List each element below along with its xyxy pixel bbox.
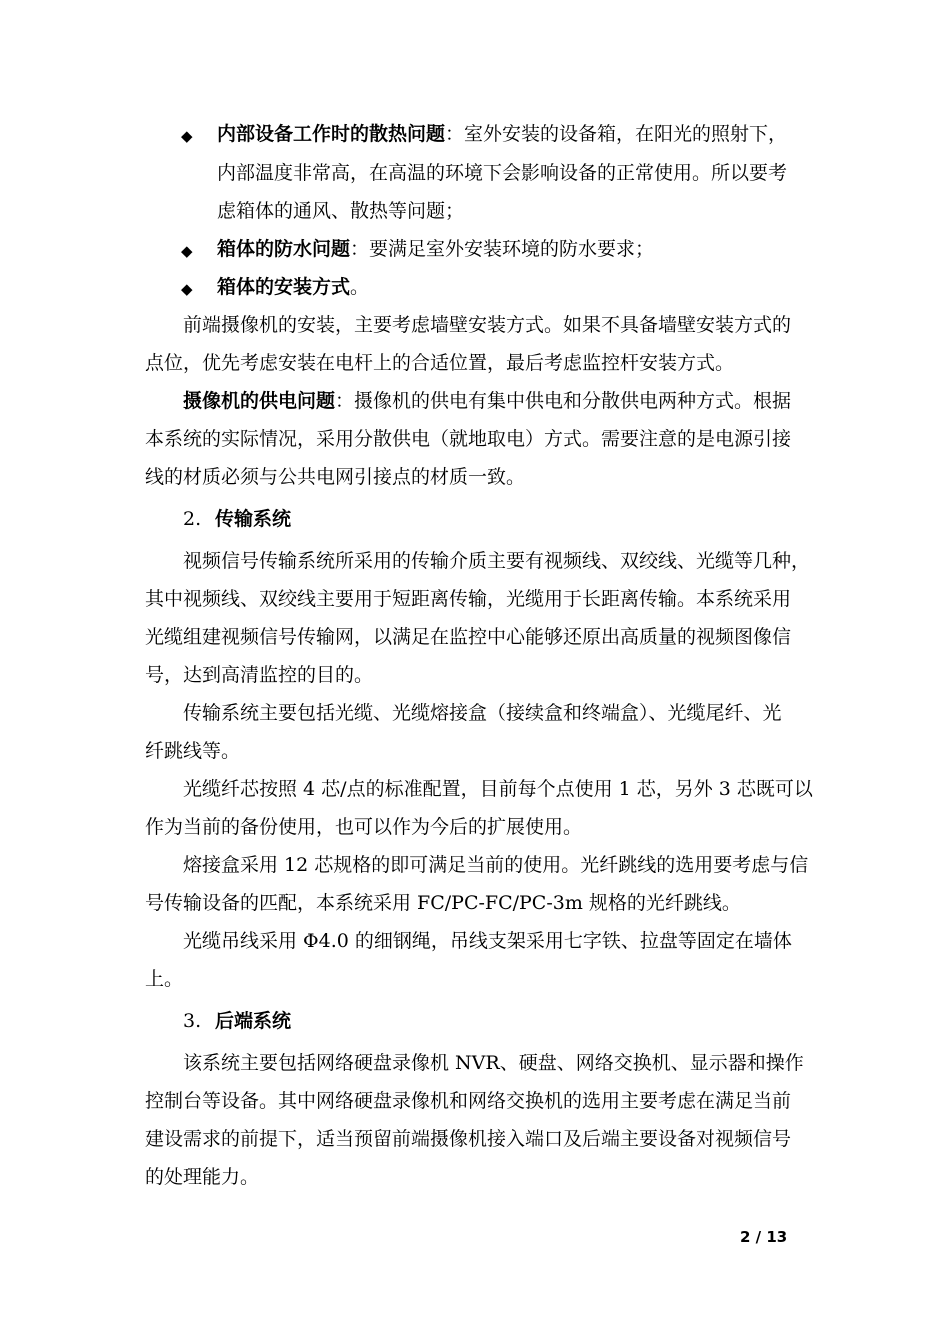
paragraph-line: 视频信号传输系统所采用的传输介质主要有视频线、双绞线、光缆等几种， <box>183 550 811 572</box>
section-3-title: 后端系统 <box>215 1010 292 1032</box>
paragraph-line: 其中视频线、双绞线主要用于短距离传输，光缆用于长距离传输。本系统采用 <box>145 588 792 610</box>
paragraph-line: 上。 <box>145 968 184 990</box>
paragraph-line: 点位，优先考虑安装在电杆上的合适位置，最后考虑监控杆安装方式。 <box>145 352 735 374</box>
paragraph-line: 本系统的实际情况，采用分散供电（就地取电）方式。需要注意的是电源引接 <box>145 428 792 450</box>
power-title: 摄像机的供电问题 <box>183 390 336 412</box>
section-2-title: 传输系统 <box>215 508 292 530</box>
bullet-1-line-3: 虑箱体的通风、散热等问题； <box>217 200 465 222</box>
section-3-heading <box>183 1002 291 1040</box>
paragraph-line: 熔接盒采用 12 芯规格的即可满足当前的使用。光纤跳线的选用要考虑与信 <box>183 854 809 876</box>
diamond-bullet-icon: ◆ <box>181 280 193 298</box>
paragraph-line <box>183 382 791 420</box>
bullet-2-line <box>217 230 654 268</box>
bullet-3-text: 。 <box>350 276 370 298</box>
bullet-3-line <box>217 268 369 306</box>
paragraph-line: 传输系统主要包括光缆、光缆熔接盒（接续盒和终端盒）、光缆尾纤、光 <box>183 702 782 724</box>
bullet-2-text: ：要满足室外安装环境的防水要求； <box>350 238 655 260</box>
paragraph-line: 的处理能力。 <box>145 1166 260 1188</box>
bullet-1-line-1 <box>217 115 787 153</box>
paragraph-line: 纤跳线等。 <box>145 740 241 762</box>
diamond-bullet-icon: ◆ <box>181 127 193 145</box>
bullet-3-title: 箱体的安装方式 <box>217 276 351 298</box>
paragraph-line: 光缆纤芯按照 4 芯/点的标准配置，目前每个点使用 1 芯，另外 3 芯既可以 <box>183 778 813 800</box>
section-3-number: 3. <box>183 1010 202 1032</box>
paragraph-line: 号传输设备的匹配，本系统采用 FC/PC-FC/PC-3m 规格的光纤跳线。 <box>145 892 741 914</box>
paragraph-line: 线的材质必须与公共电网引接点的材质一致。 <box>145 466 526 488</box>
paragraph-line: 前端摄像机的安装，主要考虑墙壁安装方式。如果不具备墙壁安装方式的 <box>183 314 792 336</box>
paragraph-line: 光缆吊线采用 Φ4.0 的细钢绳，吊线支架采用七字铁、拉盘等固定在墙体 <box>183 930 792 952</box>
section-2-heading <box>183 500 291 538</box>
bullet-2-title: 箱体的防水问题 <box>217 238 351 260</box>
power-text: ：摄像机的供电有集中供电和分散供电两种方式。根据 <box>335 390 792 412</box>
paragraph-line: 作为当前的备份使用，也可以作为今后的扩展使用。 <box>145 816 583 838</box>
paragraph-line: 控制台等设备。其中网络硬盘录像机和网络交换机的选用主要考虑在满足当前 <box>145 1090 792 1112</box>
diamond-bullet-icon: ◆ <box>181 242 193 260</box>
paragraph-line: 光缆组建视频信号传输网，以满足在监控中心能够还原出高质量的视频图像信 <box>145 626 792 648</box>
paragraph-line: 建设需求的前提下，适当预留前端摄像机接入端口及后端主要设备对视频信号 <box>145 1128 792 1150</box>
bullet-1-line-2: 内部温度非常高，在高温的环境下会影响设备的正常使用。所以要考 <box>217 162 788 184</box>
paragraph-line: 号，达到高清监控的目的。 <box>145 664 374 686</box>
section-2-number: 2. <box>183 508 202 530</box>
page-number: 2 / 13 <box>740 1228 788 1246</box>
bullet-1-title: 内部设备工作时的散热问题 <box>217 123 446 145</box>
paragraph-line: 该系统主要包括网络硬盘录像机 NVR、硬盘、网络交换机、显示器和操作 <box>183 1052 804 1074</box>
bullet-1-text: ：室外安装的设备箱，在阳光的照射下， <box>445 123 788 145</box>
